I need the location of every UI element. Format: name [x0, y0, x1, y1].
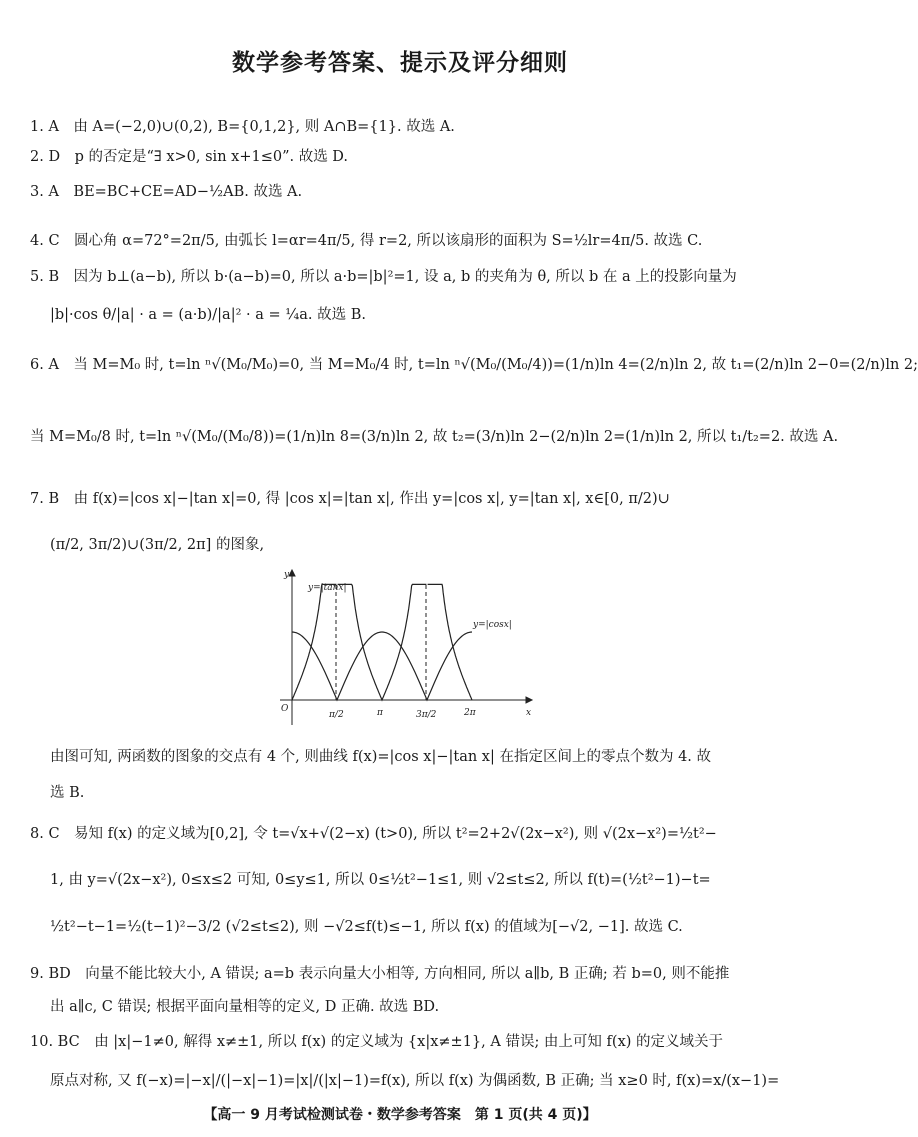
answer-line: 原点对称, 又 f(−x)=|−x|/(|−x|−1)=|x|/(|x|−1)=f(x), 所以 f(x) 为偶函数, B 正确; 当 x≥0 时, f(x)=x/(x−1)= [50, 1073, 780, 1089]
answer-line: (π/2, 3π/2)∪(3π/2, 2π] 的图象, [50, 537, 265, 553]
answer-line: 2. D p 的否定是“∃ x>0, sin x+1≤0”. 故选 D. [30, 149, 349, 165]
answer-line: 1, 由 y=√(2x−x²), 0≤x≤2 可知, 0≤y≤1, 所以 0≤½t²−1≤1, 则 √2≤t≤2, 所以 f(t)=(½t²−1)−t= [50, 872, 711, 888]
page-footer: 【高一 9 月考试检测试卷・数学参考答案 第 1 页(共 4 页)】 [203, 1107, 597, 1123]
answer-line: 当 M=M₀/8 时, t=ln ⁿ√(M₀/(M₀/8))=(1/n)ln 8=(3/n)ln 2, 故 t₂=(3/n)ln 2−(2/n)ln 2=(1/n)ln 2, 所以 t₁/t₂=2. 故选 A. [30, 429, 839, 445]
answer-line: 选 B. [50, 785, 85, 801]
answer-line: 8. C 易知 f(x) 的定义域为[0,2], 令 t=√x+√(2−x) (t>0), 所以 t²=2+2√(2x−x²), 则 √(2x−x²)=½t²− [30, 826, 717, 842]
tick-label: π/2 [329, 710, 344, 720]
answer-line: 出 a∥c, C 错误; 根据平面向量相等的定义, D 正确. 故选 BD. [50, 999, 440, 1015]
answer-line: 由图可知, 两函数的图象的交点有 4 个, 则曲线 f(x)=|cos x|−|tan x| 在指定区间上的零点个数为 4. 故 [50, 749, 712, 765]
x-axis-label: x [526, 708, 532, 718]
tick-label: 3π/2 [416, 710, 437, 720]
tick-label: π [377, 708, 383, 718]
answer-line: 9. BD 向量不能比较大小, A 错误; a=b 表示向量大小相等, 方向相同, 所以 a∥b, B 正确; 若 b=0, 则不能推 [30, 966, 730, 982]
answer-line: |b|·cos θ/|a| · a = (a·b)/|a|² · a = ¼a. 故选 B. [50, 307, 367, 323]
cos-curve [292, 632, 472, 700]
page-title: 数学参考答案、提示及评分细则 [232, 50, 568, 76]
answer-line: 5. B 因为 b⊥(a−b), 所以 b·(a−b)=0, 所以 a·b=|b|²=1, 设 a, b 的夹角为 θ, 所以 b 在 a 上的投影向量为 [30, 269, 737, 285]
answer-line: 1. A 由 A=(−2,0)∪(0,2), B={0,1,2}, 则 A∩B={1}. 故选 A. [30, 119, 455, 135]
tan-label: y=|tanx| [308, 583, 347, 593]
function-graph [270, 565, 540, 735]
answer-line: ½t²−t−1=½(t−1)²−3/2 (√2≤t≤2), 则 −√2≤f(t)≤−1, 所以 f(x) 的值域为[−√2, −1]. 故选 C. [50, 919, 683, 935]
cos-label: y=|cosx| [473, 620, 512, 630]
tan-curve [292, 584, 472, 700]
answer-line: 3. A BE=BC+CE=AD−½AB. 故选 A. [30, 184, 303, 200]
y-axis-label: y [284, 570, 290, 580]
answer-line: 10. BC 由 |x|−1≠0, 解得 x≠±1, 所以 f(x) 的定义域为 {x|x≠±1}, A 错误; 由上可知 f(x) 的定义域关于 [30, 1034, 724, 1050]
answer-line: 7. B 由 f(x)=|cos x|−|tan x|=0, 得 |cos x|=|tan x|, 作出 y=|cos x|, y=|tan x|, x∈[0, π/2)∪ [30, 491, 670, 507]
answer-line: 4. C 圆心角 α=72°=2π/5, 由弧长 l=αr=4π/5, 得 r=2, 所以该扇形的面积为 S=½lr=4π/5. 故选 C. [30, 233, 703, 249]
tick-label: 2π [464, 708, 476, 718]
origin-label: O [281, 704, 289, 714]
answer-line: 6. A 当 M=M₀ 时, t=ln ⁿ√(M₀/M₀)=0, 当 M=M₀/4 时, t=ln ⁿ√(M₀/(M₀/4))=(1/n)ln 4=(2/n)ln 2, 故 t₁=(2/n)ln 2−0=(2/n)ln 2; [30, 357, 918, 373]
